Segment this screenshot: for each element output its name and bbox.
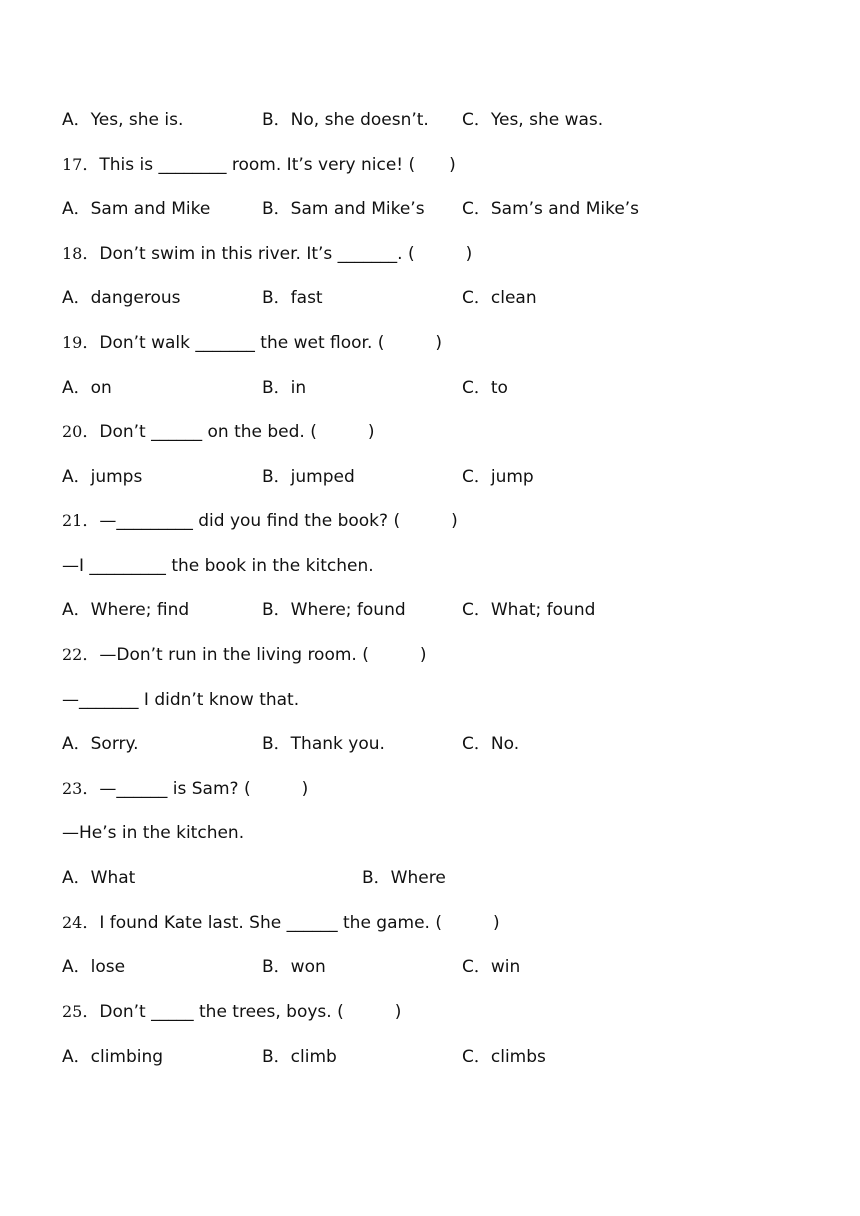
q18-option-a: A．dangerous <box>62 288 181 308</box>
q21-option-b: B．Where; found <box>262 600 406 620</box>
q16-option-b: B．No, she doesn’t. <box>262 110 429 130</box>
q22-number: 22 <box>62 645 83 664</box>
q18-option-c: C．clean <box>462 288 537 308</box>
q20-question <box>62 419 375 445</box>
q17-text: ．This is ________ room. It’s very nice! ( ) <box>82 155 456 175</box>
q22-option-b: B．Thank you. <box>262 734 385 754</box>
q21-option-c: C．What; found <box>462 600 596 620</box>
q24-option-a: A．lose <box>62 957 126 977</box>
q21-option-a: A．Where; find <box>62 600 190 620</box>
q20-option-b: B．jumped <box>262 467 355 487</box>
q20-option-c: C．jump <box>462 467 534 487</box>
q22-text: ．—Don’t run in the living room. ( ) <box>82 645 427 665</box>
q20-text: ．Don’t ______ on the bed. ( ) <box>82 422 375 442</box>
q17-option-c: C．Sam’s and Mike’s <box>462 199 640 219</box>
q20-option-a: A．jumps <box>62 467 143 487</box>
q25-option-a: A．climbing <box>62 1047 164 1067</box>
q23-option-a: A．What <box>62 868 136 888</box>
q23-question <box>62 776 308 802</box>
q18-option-b: B．fast <box>262 288 323 308</box>
q18-text: ．Don’t swim in this river. It’s _______. ( ) <box>82 244 473 264</box>
q19-option-b: B．in <box>262 378 307 398</box>
q18-question <box>62 241 472 267</box>
q20-number: 20 <box>62 422 83 441</box>
q24-question <box>62 910 500 936</box>
q22-option-a: A．Sorry. <box>62 734 139 754</box>
q19-option-c: C．to <box>462 378 508 398</box>
q22-line2: —_______ I didn’t know that. <box>62 690 300 710</box>
q23-line2: —He’s in the kitchen. <box>62 823 245 843</box>
q18-number: 18 <box>62 244 83 263</box>
q24-option-b: B．won <box>262 957 326 977</box>
q21-question <box>62 508 458 534</box>
q25-question <box>62 999 401 1025</box>
q21-text: ．—_________ did you find the book? ( ) <box>82 511 458 531</box>
q25-number: 25 <box>62 1002 83 1021</box>
q25-option-c: C．climbs <box>462 1047 546 1067</box>
q23-option-b: B．Where <box>362 868 446 888</box>
q16-option-c: C．Yes, she was. <box>462 110 604 130</box>
q19-question <box>62 330 442 356</box>
q21-line2: —I _________ the book in the kitchen. <box>62 556 374 576</box>
q16-option-a: A．Yes, she is. <box>62 110 184 130</box>
q17-option-b: B．Sam and Mike’s <box>262 199 425 219</box>
q24-option-c: C．win <box>462 957 521 977</box>
q17-question <box>62 152 456 178</box>
q22-option-c: C．No. <box>462 734 520 754</box>
q23-text: ．—______ is Sam? ( ) <box>82 779 309 799</box>
q25-text: ．Don’t _____ the trees, boys. ( ) <box>82 1002 402 1022</box>
q17-number: 17 <box>62 155 83 174</box>
q19-text: ．Don’t walk _______ the wet floor. ( ) <box>82 333 443 353</box>
q19-option-a: A．on <box>62 378 112 398</box>
q22-question <box>62 642 427 668</box>
q24-text: ．I found Kate last. She ______ the game. ( ) <box>82 913 500 933</box>
q21-number: 21 <box>62 511 83 530</box>
q23-number: 23 <box>62 779 83 798</box>
q25-option-b: B．climb <box>262 1047 337 1067</box>
q17-option-a: A．Sam and Mike <box>62 199 211 219</box>
q24-number: 24 <box>62 913 83 932</box>
q19-number: 19 <box>62 333 83 352</box>
